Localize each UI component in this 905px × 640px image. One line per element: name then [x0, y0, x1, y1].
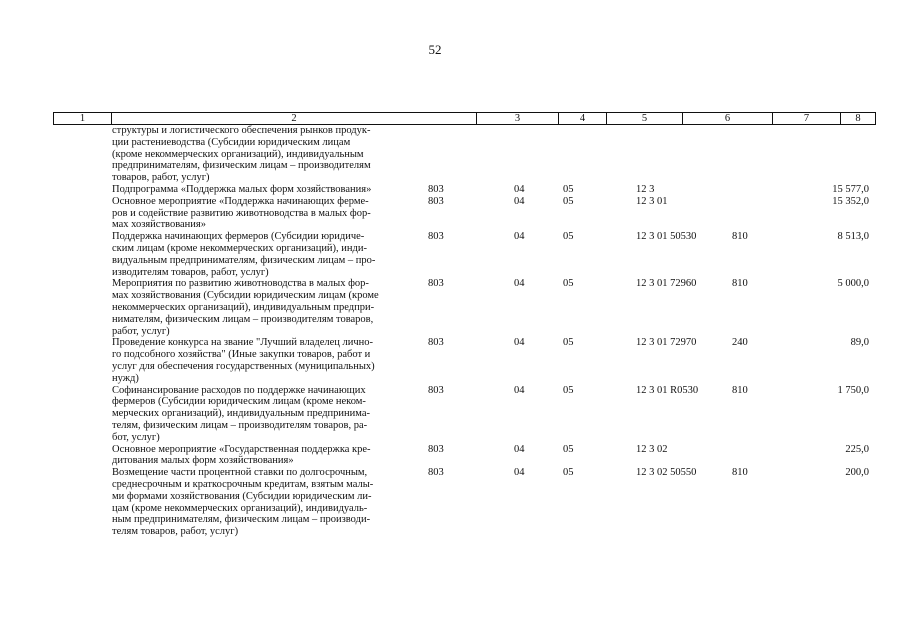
row-expense-type: 810	[732, 467, 748, 479]
table-row	[0, 196, 905, 231]
row-name-line: товаров, работ, услуг)	[112, 172, 210, 184]
row-admin-code: 803	[428, 231, 444, 243]
row-name-line: Возмещение части процентной ставки по долгосрочным,	[112, 467, 368, 479]
row-name	[112, 337, 412, 384]
header-col-6: 6	[683, 113, 773, 124]
row-name	[112, 231, 412, 278]
row-subsection: 05	[563, 195, 574, 207]
row-sum: 5 000,0	[837, 278, 869, 290]
row-expense-type: 810	[732, 278, 748, 290]
row-name	[112, 196, 412, 231]
row-name-line: ским лицам (кроме некоммерческих организаций), инди-	[112, 242, 367, 254]
row-name-line: предпринимателям, физическим лицам – производителям	[112, 160, 371, 172]
row-sum: 15 352,0	[832, 195, 869, 207]
row-target-article: 12 3 01	[636, 195, 668, 207]
row-name-line: среднесрочным и краткосрочным кредитам, взятым малы-	[112, 478, 374, 490]
row-target-article: 12 3 01 72970	[636, 337, 697, 349]
row-name-line: мах хозяйствования»	[112, 219, 206, 231]
header-col-4: 4	[559, 113, 607, 124]
row-name-line: Мероприятия по развитию животноводства в малых фор-	[112, 278, 369, 290]
row-target-article: 12 3	[636, 183, 655, 195]
row-sum: 15 577,0	[832, 183, 869, 195]
row-name-line: нужд)	[112, 372, 139, 384]
row-expense-type: 810	[732, 231, 748, 243]
row-target-article: 12 3 02	[636, 443, 668, 455]
table-row	[0, 125, 905, 184]
row-name-line: услуг для обеспечения государственных (муниципальных)	[112, 360, 375, 372]
row-target-article: 12 3 02 50550	[636, 467, 697, 479]
row-subsection: 05	[563, 231, 574, 243]
row-name	[112, 184, 412, 196]
row-expense-type: 240	[732, 337, 748, 349]
row-admin-code: 803	[428, 278, 444, 290]
row-target-article: 12 3 01 72960	[636, 278, 697, 290]
row-section: 04	[514, 195, 525, 207]
row-admin-code: 803	[428, 195, 444, 207]
row-sum: 8 513,0	[837, 231, 869, 243]
row-sum: 1 750,0	[837, 384, 869, 396]
row-target-article: 12 3 01 50530	[636, 231, 697, 243]
page-number: 52	[428, 42, 442, 57]
table-row	[0, 278, 905, 337]
row-sum: 200,0	[845, 467, 869, 479]
row-name-line: фермеров (Субсидии юридическим лицам (кроме неком-	[112, 396, 366, 408]
row-name-line: телям, физическим лицам – производителям товаров, ра-	[112, 419, 368, 431]
row-name-line: бот, услуг)	[112, 431, 160, 443]
row-section: 04	[514, 384, 525, 396]
row-name-line: го подсобного хозяйства" (Иные закупки товаров, работ и	[112, 349, 371, 361]
row-section: 04	[514, 278, 525, 290]
row-section: 04	[514, 467, 525, 479]
row-subsection: 05	[563, 337, 574, 349]
row-name-line: работ, услуг)	[112, 325, 170, 337]
row-admin-code: 803	[428, 183, 444, 195]
table-header	[53, 112, 876, 125]
row-name-line: телям товаров, работ, услуг)	[112, 526, 239, 538]
header-col-3: 3	[477, 113, 559, 124]
header-col-8: 8	[855, 113, 861, 124]
row-subsection: 05	[563, 278, 574, 290]
row-section: 04	[514, 231, 525, 243]
row-name-line: некоммерческих организаций), индивидуальным предпри-	[112, 301, 375, 313]
row-name-line: (кроме некоммерческих организаций), индивидуальным	[112, 148, 364, 160]
table-row	[0, 337, 905, 384]
row-name-line: видуальным предпринимателям, физическим лицам – про-	[112, 254, 376, 266]
row-admin-code: 803	[428, 337, 444, 349]
row-name	[112, 125, 412, 184]
row-sum: 89,0	[850, 337, 869, 349]
row-name-line: Подпрограмма «Поддержка малых форм хозяйствования»	[112, 183, 372, 195]
row-subsection: 05	[563, 443, 574, 455]
row-name-line: ции растениеводства (Субсидии юридическим лицам	[112, 136, 351, 148]
row-name-line: Основное мероприятие «Поддержка начинающих ферме-	[112, 195, 369, 207]
table-row	[0, 231, 905, 278]
row-name	[112, 385, 412, 444]
row-name	[112, 467, 412, 538]
row-name-line: мах хозяйствования (Субсидии юридическим лицам (кроме	[112, 290, 379, 302]
table-row	[0, 444, 905, 468]
row-sum: 225,0	[845, 443, 869, 455]
row-name-line: Основное мероприятие «Государственная поддержка кре-	[112, 443, 371, 455]
row-name-line: Поддержка начинающих фермеров (Субсидии юридиче-	[112, 231, 365, 243]
row-name-line: Софинансирование расходов по поддержке начинающих	[112, 384, 366, 396]
row-subsection: 05	[563, 467, 574, 479]
row-section: 04	[514, 183, 525, 195]
header-col-1: 1	[54, 113, 112, 124]
header-col-2: 2	[112, 113, 477, 124]
row-admin-code: 803	[428, 443, 444, 455]
row-admin-code: 803	[428, 467, 444, 479]
row-name-line: ми формами хозяйствования (Субсидии юридическим ли-	[112, 490, 372, 502]
row-subsection: 05	[563, 183, 574, 195]
row-target-article: 12 3 01 R0530	[636, 384, 699, 396]
row-subsection: 05	[563, 384, 574, 396]
header-col-7: 7	[773, 113, 841, 124]
row-section: 04	[514, 443, 525, 455]
table-row	[0, 184, 905, 196]
row-expense-type: 810	[732, 384, 748, 396]
row-name-line: нимателям, физическим лицам – производителям товаров,	[112, 313, 374, 325]
row-name-line: ров и содействие развитию животноводства в малых фор-	[112, 207, 371, 219]
row-name-line: цам (кроме некоммерческих организаций), индивидуаль-	[112, 502, 368, 514]
row-name-line: изводителям товаров, работ, услуг)	[112, 266, 269, 278]
row-name-line: ным предпринимателям, физическим лицам – производи-	[112, 514, 371, 526]
row-name	[112, 278, 412, 337]
header-col-5: 5	[607, 113, 683, 124]
row-name-line: структуры и логистического обеспечения рынков продук-	[112, 125, 371, 136]
row-admin-code: 803	[428, 384, 444, 396]
table-body	[0, 125, 905, 538]
row-name-line: мерческих организаций), индивидуальным предпринима-	[112, 408, 371, 420]
table-row	[0, 385, 905, 444]
row-section: 04	[514, 337, 525, 349]
table-row	[0, 467, 905, 538]
row-name-line: Проведение конкурса на звание "Лучший владелец лично-	[112, 337, 374, 349]
row-name	[112, 444, 412, 468]
row-name-line: дитования малых форм хозяйствования»	[112, 455, 294, 467]
